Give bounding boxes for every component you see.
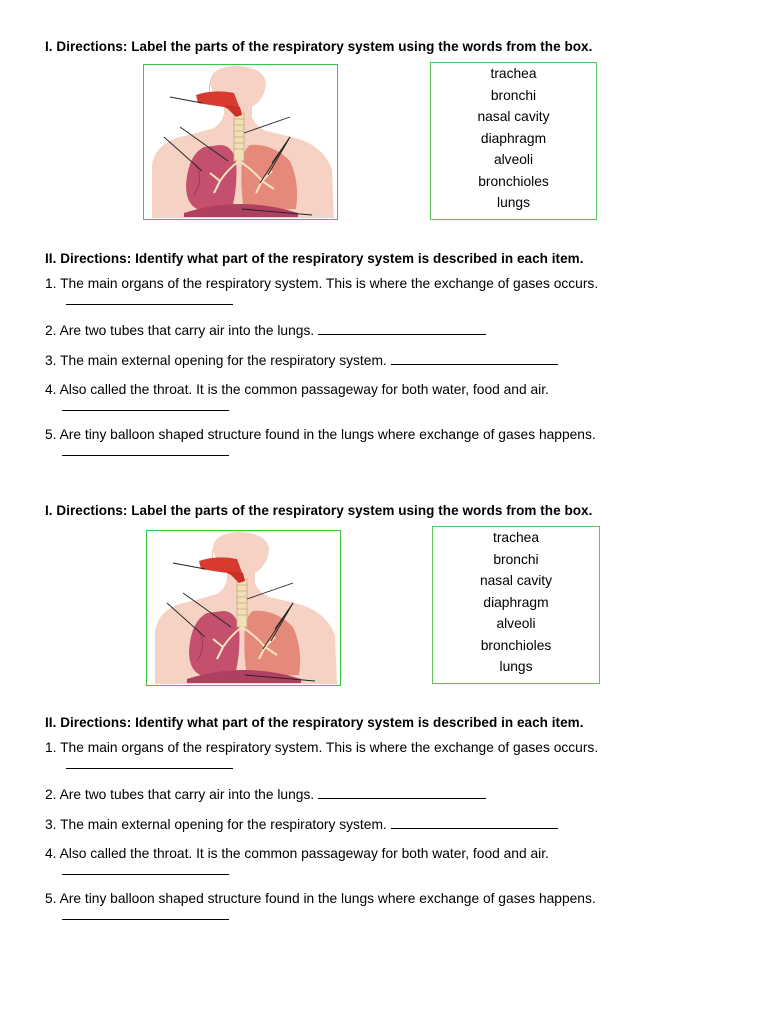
respiratory-diagram-image [143, 64, 338, 220]
answer-blank-3[interactable] [391, 352, 558, 365]
question-2-text: 2. Are two tubes that carry air into the lungs. [45, 787, 315, 802]
answer-blank-4[interactable] [62, 874, 229, 875]
respiratory-system-diagram-icon [144, 65, 336, 218]
question-2 [45, 786, 486, 802]
word-bank-item: bronchioles [478, 174, 549, 189]
answer-blank-1[interactable] [66, 304, 233, 305]
answer-blank-2[interactable] [318, 322, 486, 335]
question-2-text: 2. Are two tubes that carry air into the lungs. [45, 323, 315, 338]
question-4: 4. Also called the throat. It is the common passageway for both water, food and air. [45, 846, 549, 861]
word-bank-item: lungs [497, 195, 530, 210]
identify-directions: II. Directions: Identify what part of the respiratory system is described in each item. [45, 715, 584, 730]
answer-blank-4[interactable] [62, 410, 229, 411]
word-bank-item: alveoli [493, 152, 534, 167]
word-bank-box [432, 526, 600, 684]
word-bank-box [430, 62, 597, 220]
answer-blank-5[interactable] [62, 919, 229, 920]
identify-directions: II. Directions: Identify what part of the respiratory system is described in each item. [45, 251, 584, 266]
question-2 [45, 322, 486, 338]
question-3 [45, 352, 558, 368]
respiratory-system-diagram-icon [147, 531, 339, 684]
word-bank-item: diaphragm [480, 131, 547, 146]
word-bank-item: diaphragm [483, 595, 549, 610]
word-bank-item: bronchioles [480, 638, 552, 653]
label-directions: I. Directions: Label the parts of the respiratory system using the words from the box. [45, 39, 593, 54]
question-3-text: 3. The main external opening for the respiratory system. [45, 817, 387, 832]
label-directions: I. Directions: Label the parts of the respiratory system using the words from the box. [45, 503, 593, 518]
question-3-text: 3. The main external opening for the respiratory system. [45, 353, 387, 368]
question-3 [45, 816, 558, 832]
answer-blank-2[interactable] [318, 786, 486, 799]
word-bank-item: lungs [499, 659, 533, 674]
question-5: 5. Are tiny balloon shaped structure found in the lungs where exchange of gases happens. [45, 427, 596, 442]
question-1: 1. The main organs of the respiratory system. This is where the exchange of gases occurs. [45, 276, 599, 291]
word-bank-item: trachea [492, 530, 540, 545]
question-4: 4. Also called the throat. It is the common passageway for both water, food and air. [45, 382, 549, 397]
word-bank-item: bronchi [493, 552, 539, 567]
word-bank-item: nasal cavity [477, 109, 550, 124]
answer-blank-1[interactable] [66, 768, 233, 769]
word-bank-item: alveoli [496, 616, 536, 631]
question-5: 5. Are tiny balloon shaped structure found in the lungs where exchange of gases happens. [45, 891, 596, 906]
word-bank-item: bronchi [490, 88, 537, 103]
question-1: 1. The main organs of the respiratory system. This is where the exchange of gases occurs. [45, 740, 599, 755]
respiratory-diagram-image [146, 530, 341, 686]
word-bank-item: nasal cavity [479, 573, 553, 588]
word-bank-item: trachea [490, 66, 537, 81]
answer-blank-3[interactable] [391, 816, 558, 829]
answer-blank-5[interactable] [62, 455, 229, 456]
